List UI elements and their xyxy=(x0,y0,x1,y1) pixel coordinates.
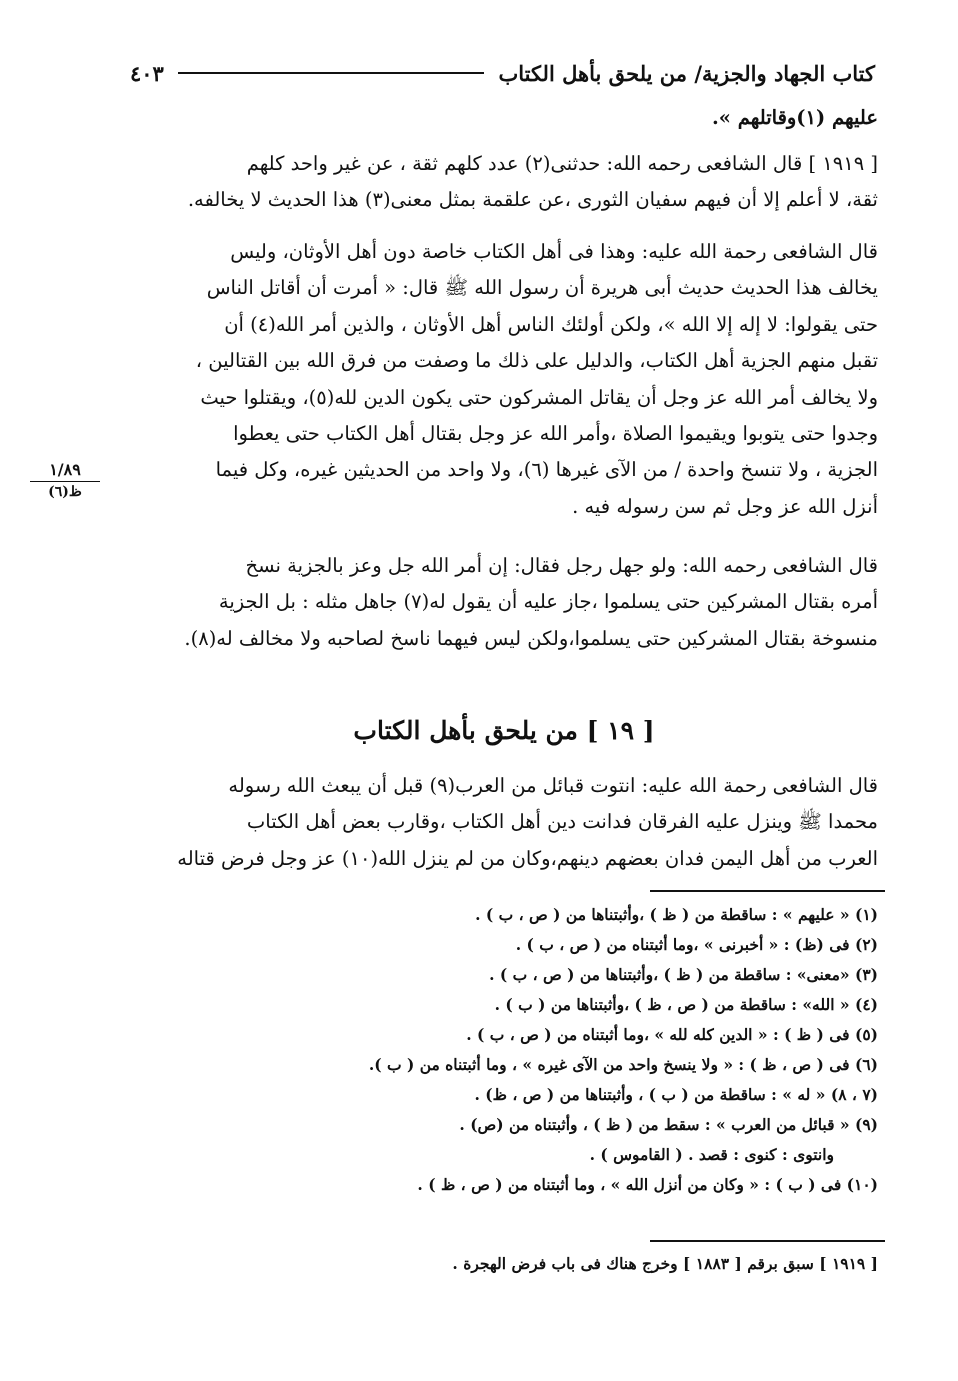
narration-1919-text-2: ثقة، لا أعلم إلا أن فيهم سفيان الثورى ،عن علقمة بمثل معنى(٣) هذا الحديث لا يخالفه. xyxy=(187,188,878,211)
footnote-gloss: وانتوى : كنوى : قصد . ( القاموس ) . xyxy=(589,1145,834,1164)
text-line: تقبل منهم الجزية أهل الكتاب، والدليل على ذلك ما وصفت من فرق الله بين القتالين ، xyxy=(195,349,878,373)
continuation-line: عليهم (١)وقاتلهم ». xyxy=(712,106,878,129)
text-line: منسوخة بقتال المشركين حتى يسلموا،ولكن ليس فيهما ناسخ لصاحبه ولا مخالف له(٨). xyxy=(184,626,878,650)
paragraph-shafii-1 xyxy=(130,234,878,525)
text-line: محمدا ﷺ وينزل عليه الفرقان فدانت دين أهل الكتاب ،وقارب بعض أهل الكتاب xyxy=(246,810,878,834)
footnote: (٣) «معنى» : ساقطة من ( ظ ) ،وأثبتناها من ( ص ، ب ) . xyxy=(489,965,878,984)
margin-note-folio: ١/٨٩ xyxy=(30,460,100,482)
margin-note-siglum: ظ(٦) xyxy=(48,484,82,500)
footnotes xyxy=(290,900,878,1200)
page-header xyxy=(130,55,875,91)
narration-1919-text-1: [ ١٩١٩ ] قال الشافعى رحمه الله: حدثنى(٢) عدد كلهم ثقة ، عن غير واحد كلهم xyxy=(246,152,878,175)
paragraph-shafii-3 xyxy=(130,768,878,877)
text-line: يخالف هذا الحديث حديث أبى هريرة أن رسول الله ﷺ قال: « أمرت أن أقاتل الناس xyxy=(206,276,878,300)
section-heading: [ ١٩ ] من يلحق بأهل الكتاب xyxy=(353,716,655,745)
page-number: ٤٠٣ xyxy=(130,60,164,86)
footnote: (٥) فى ( ظ ) : « الدين كله لله » ،وما أثبتناه من ( ص ، ب ) . xyxy=(466,1025,878,1044)
text-line: العرب من أهل اليمن فدان بعضهم دينهم،وكان من لم ينزل الله(١٠) عز وجل فرض قتاله xyxy=(177,846,878,870)
text-line: ولا يخالف أمر الله عز وجل أن يقاتل المشركون حتى يكون الدين لله(٥)، ويقتلوا حيث xyxy=(200,385,878,409)
text-line: حتى يقولوا: لا إله إلا الله »، ولكن أولئك الناس أهل الأوثان ، والذين أمر الله(٤) أن xyxy=(224,312,878,336)
text-line: وجدوا حتى يتوبوا ويقيموا الصلاة ،وأمر الله عز وجل بقتال أهل الكتاب حتى يعطوا xyxy=(233,422,878,446)
margin-manuscript-note xyxy=(30,460,100,500)
header-rule xyxy=(178,72,485,74)
text-line: قال الشافعى رحمة الله عليه: انتوت قبائل من العرب(٩) قبل أن يبعث الله رسوله xyxy=(228,774,878,797)
footnote: (١٠) فى ( ب ) : « وكان من أنزل الله » ، وما أثبتناه من ( ص ، ظ ) . xyxy=(417,1175,878,1194)
running-title: كتاب الجهاد والجزية/ من يلحق بأهل الكتاب xyxy=(498,60,875,86)
text-line: قال الشافعى رحمه الله: ولو جهل رجل فقال: إن أمر الله جل وعز بالجزية نسخ xyxy=(245,554,878,577)
footnote: (١) « عليهم » : ساقطة من ( ظ ) ،وأثبتناها من ( ص ، ب ) . xyxy=(475,905,878,924)
narration-1919-line-1 xyxy=(130,146,878,182)
cross-reference-divider xyxy=(650,1240,885,1242)
text-line: أمره بقتال المشركين حتى يسلموا ،جاز عليه أن يقول له(٧) جاهل مثله : بل الجزية xyxy=(218,590,878,614)
footnote: (٤) « الله» : ساقطة من ( ص ، ظ ) ،وأثبتناها من ( ب ) . xyxy=(494,995,878,1014)
text-line: قال الشافعى رحمة الله عليه: وهذا فى أهل الكتاب خاصة دون أهل الأوثان، وليس xyxy=(230,240,878,263)
footnote: (٧ ، ٨) « له » : ساقطة من ( ب ) ، وأثبتناها من ( ص ، ظ) . xyxy=(474,1085,878,1104)
narration-1919-line-2 xyxy=(130,182,878,218)
paragraph-shafii-2 xyxy=(130,548,878,657)
footnote: (٢) فى (ظ) : « أخبرنى » ،وما أثبتناه من ( ص ، ب ) . xyxy=(515,935,878,954)
cross-reference-note: [ ١٩١٩ ] سبق برقم [ ١٨٨٣ ] وخرج هناك فى باب فرض الهجرة . xyxy=(452,1254,878,1273)
text-line: أنزل الله عز وجل ثم سن رسوله فيه . xyxy=(572,494,878,518)
text-line: الجزية ، ولا تنسخ واحدة / من الآى غيرها (٦)، ولا واحد من الحديثين غيره، وكل فيما xyxy=(215,458,878,482)
footnote: (٩) « قبائل من العرب » : سقط من ( ظ ) ، وأثبتناه من (ص) . xyxy=(459,1115,878,1134)
footnote-divider xyxy=(650,890,885,892)
footnote: (٦) فى ( ص ، ظ ) : « ولا ينسخ واحد من الآى غيره » ، وما أثبتناه من ( ب ). xyxy=(368,1055,878,1074)
